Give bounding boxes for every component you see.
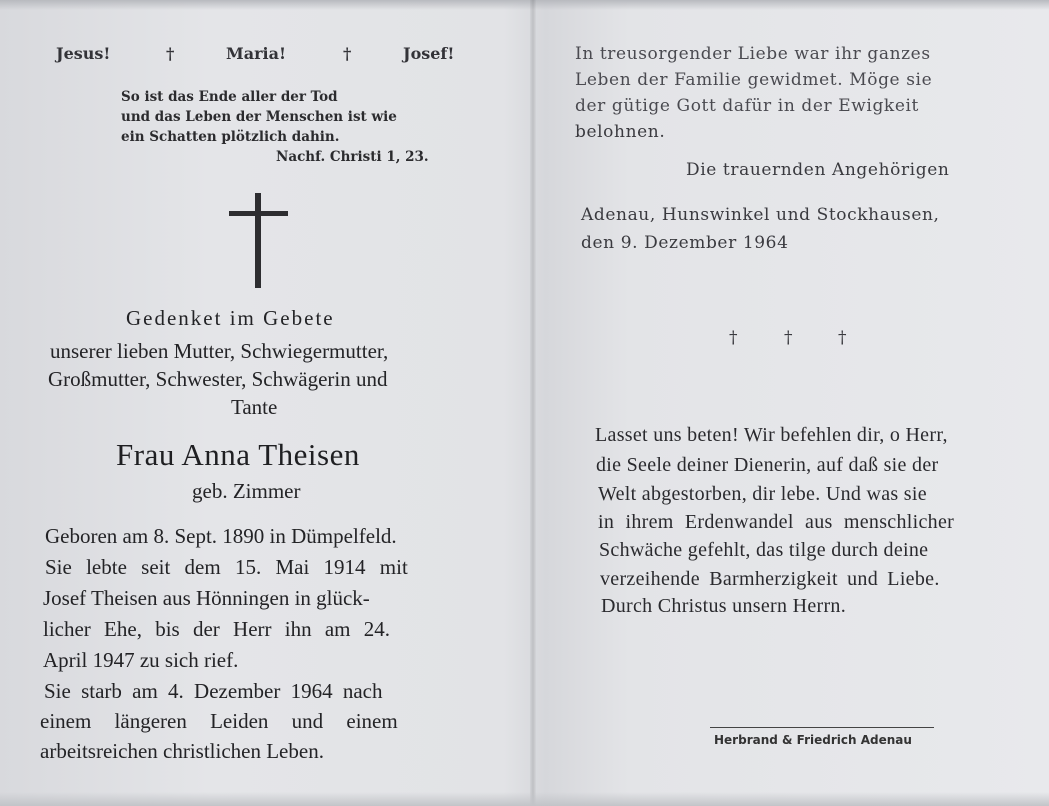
prayer-line: Welt abgestorben, dir lebe. Und was sie [598,483,927,505]
cross-icon-vertical [255,193,261,288]
bio-line: arbeitsreichen christlichen Leben. [40,739,324,763]
quote-citation: Nachf. Christi 1, 23. [276,149,429,165]
place-line: den 9. Dezember 1964 [581,233,789,253]
header-maria: Maria! [226,44,286,63]
quote-line: ein Schatten plötzlich dahin. [121,129,340,145]
card-top-edge [0,0,1049,10]
bio-line: Josef Theisen aus Hönningen in glück- [43,586,370,610]
prayer-line: Durch Christus unsern Herrn. [601,595,847,617]
bio-line: einem längeren Leiden und einem [40,709,398,733]
center-fold [530,0,536,806]
dedication-line: der gütige Gott dafür in der Ewigkeit [575,96,919,116]
bio-line: Geboren am 8. Sept. 1890 in Dümpelfeld. [45,524,397,548]
bio-line: Sie lebte seit dem 15. Mai 1914 mit [45,555,408,579]
printer-imprint: Herbrand & Friedrich Adenau [714,733,912,747]
prayer-line: in ihrem Erdenwandel aus menschlicher [598,511,955,533]
bio-line: Sie starb am 4. Dezember 1964 nach [44,679,383,703]
bio-line: licher Ehe, bis der Herr ihn am 24. [43,617,390,641]
dedication-line: belohnen. [575,122,666,142]
relation-line: unserer lieben Mutter, Schwiegermutter, [50,339,389,363]
dedication-line: In treusorgender Liebe war ihr ganzes [575,44,931,64]
quote-line: So ist das Ende aller der Tod [121,89,338,105]
small-cross-icon: † [838,328,848,348]
prayer-line: die Seele deiner Dienerin, auf daß sie der [596,454,939,476]
dedication-line: Leben der Familie gewidmet. Möge sie [575,70,933,90]
relation-line: Tante [231,395,278,419]
prayer-line: Schwäche gefehlt, das tilge durch deine [599,539,929,561]
deceased-name: Frau Anna Theisen [116,437,360,472]
printer-rule [710,727,934,728]
header-cross-1: † [166,44,175,63]
header-jesus: Jesus! [56,44,111,63]
relation-line: Großmutter, Schwester, Schwägerin und [48,367,388,391]
header-josef: Josef! [403,44,455,63]
small-cross-icon: † [729,328,739,348]
gedenket-heading: Gedenket im Gebete [126,306,335,330]
header-cross-2: † [343,44,352,63]
small-cross-icon: † [784,328,794,348]
prayer-line: verzeihende Barmherzigkeit und Liebe. [600,568,940,590]
prayer-line: Lasset uns beten! Wir befehlen dir, o Herr, [595,424,948,446]
card-bottom-edge [0,792,1049,806]
born-name: geb. Zimmer [192,479,301,503]
bio-line: April 1947 zu sich rief. [43,648,239,672]
mourners-line: Die trauernden Angehörigen [686,160,950,180]
cross-icon-horizontal [229,211,288,216]
place-line: Adenau, Hunswinkel und Stockhausen, [581,205,940,225]
quote-line: und das Leben der Menschen ist wie [121,109,397,125]
